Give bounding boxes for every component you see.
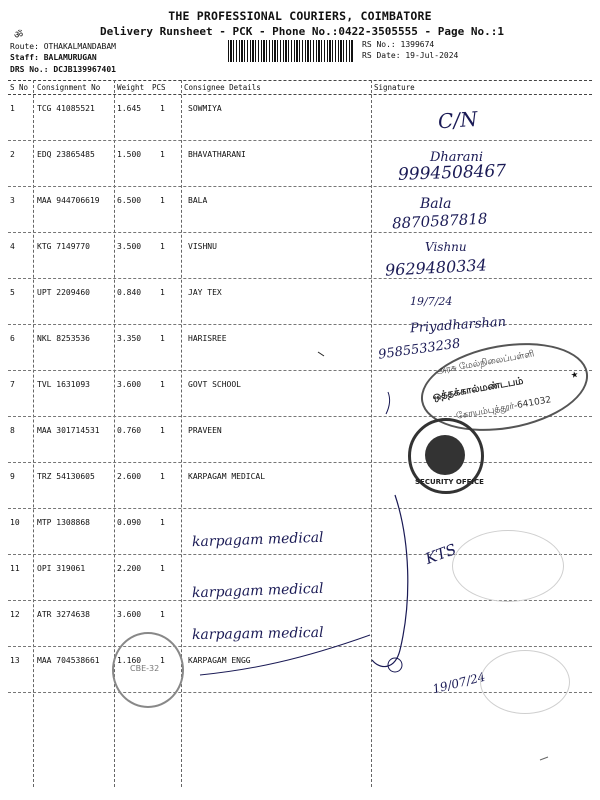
consignee: BALA [188, 196, 208, 205]
consignment-no: EDQ 23865485 [37, 150, 95, 159]
school-seal: அரசு மேல்நிலைப்பள்ளி ஒத்தக்கால்மண்டபம் கோயம்புத்தூர்-641032 ★ [414, 331, 595, 443]
sno: 8 [10, 426, 15, 435]
security-office-seal [408, 418, 484, 494]
pcs: 1 [160, 380, 165, 389]
faint-seal [452, 530, 564, 602]
consignee: BHAVATHARANI [188, 150, 246, 159]
consignee: KARPAGAM ENGG [188, 656, 251, 665]
pcs: 1 [160, 104, 165, 113]
pcs: 1 [160, 656, 165, 665]
seal-text-ring: அரசு மேல்நிலைப்பள்ளி [435, 349, 536, 377]
col-header-signature: Signature [374, 83, 415, 92]
consignment-no: UPT 2209460 [37, 288, 90, 297]
consignment-no: MAA 704538661 [37, 656, 100, 665]
office-seal [112, 632, 184, 708]
sno: 13 [10, 656, 20, 665]
sno: 5 [10, 288, 15, 297]
seal-text-center: ஒத்தக்கால்மண்டபம் [431, 375, 525, 403]
consignment-no: TCG 41085521 [37, 104, 95, 113]
signature-phone: 8870587818 [391, 209, 488, 233]
consignment-no: KTG 7149770 [37, 242, 90, 251]
sno: 2 [10, 150, 15, 159]
consignment-no: MAA 301714531 [37, 426, 100, 435]
weight: 0.090 [117, 518, 142, 527]
runsheet-subtitle: Delivery Runsheet - PCK - Phone No.:0422-3505555 - Page No.:1 [100, 25, 504, 38]
consignee: PRAVEEN [188, 426, 222, 435]
pcs: 1 [160, 288, 165, 297]
runsheet-title: THE PROFESSIONAL COURIERS, COIMBATORE [168, 9, 432, 23]
consignment-no: MTP 1308868 [37, 518, 90, 527]
consignment-no: ATR 3274638 [37, 610, 90, 619]
handwritten-consignee: karpagam medical [191, 624, 324, 644]
weight: 1.645 [117, 104, 142, 113]
route-label: Route: OTHAKALMANDABAM [10, 42, 116, 51]
pcs: 1 [160, 196, 165, 205]
consignee: KARPAGAM MEDICAL [188, 472, 266, 481]
signature-phone: 9994508467 [397, 161, 507, 185]
signature-name: Vishnu [425, 240, 467, 254]
seal-text: CBE-32 [130, 664, 160, 673]
weight: 1.160 [117, 656, 142, 665]
sno: 10 [10, 518, 20, 527]
signature-date: 19/7/24 [410, 295, 453, 308]
signature-name: Priyadharshan [409, 314, 507, 337]
sno: 12 [10, 610, 20, 619]
sno: 4 [10, 242, 15, 251]
faint-seal [480, 650, 570, 714]
handwritten-consignee: karpagam medical [191, 580, 324, 602]
col-header-consignee: Consignee Details [184, 83, 261, 92]
weight: 3.500 [117, 242, 142, 251]
weight: 2.600 [117, 472, 142, 481]
signature-name: Bala [420, 196, 452, 212]
consignee: VISHNU [188, 242, 217, 251]
pcs: 1 [160, 242, 165, 251]
pcs: 1 [160, 518, 165, 527]
sno: 3 [10, 196, 15, 205]
signature-kts: KTS [422, 540, 459, 568]
drs-number: DRS No.: DCJB139967401 [10, 65, 116, 74]
om-mark: ॐ [14, 30, 24, 41]
pcs: 1 [160, 564, 165, 573]
weight: 1.500 [117, 150, 142, 159]
rs-number: RS No.: 1399674 [362, 40, 435, 49]
weight: 3.600 [117, 610, 142, 619]
consignment-no: NKL 8253536 [37, 334, 90, 343]
pcs: 1 [160, 426, 165, 435]
col-header-sno: S No [10, 83, 29, 92]
seal-text-ring: SECURITY OFFICE [415, 478, 484, 486]
sno: 6 [10, 334, 15, 343]
sno: 7 [10, 380, 15, 389]
staff-label: Staff: BALAMURUGAN [10, 53, 97, 62]
consignee: GOVT SCHOOL [188, 380, 241, 389]
consignee: HARISREE [188, 334, 227, 343]
signature-date: 19/07/24 [431, 669, 487, 697]
signature-name: Dharani [430, 150, 484, 165]
weight: 0.760 [117, 426, 142, 435]
pcs: 1 [160, 472, 165, 481]
col-header-weight: Weight [117, 83, 145, 92]
consignment-no: TVL 1631093 [37, 380, 90, 389]
seal-text-pin: கோயம்புத்தூர்-641032 [455, 395, 553, 422]
consignee: JAY TEX [188, 288, 222, 297]
consignment-no: TRZ 54130605 [37, 472, 95, 481]
rs-date: RS Date: 19-Jul-2024 [362, 51, 459, 60]
sno: 1 [10, 104, 15, 113]
weight: 2.200 [117, 564, 142, 573]
pcs: 1 [160, 150, 165, 159]
signature-cn: C/N [437, 106, 479, 134]
consignment-no: MAA 944706619 [37, 196, 100, 205]
weight: 3.350 [117, 334, 142, 343]
handwritten-consignee: karpagam medical [191, 529, 324, 551]
weight: 0.840 [117, 288, 142, 297]
signature-phone: 9629480334 [384, 255, 488, 280]
sno: 9 [10, 472, 15, 481]
signature-phone: 9585533238 [377, 336, 462, 363]
col-header-pcs: PCS [152, 83, 166, 92]
pcs: 1 [160, 610, 165, 619]
pcs: 1 [160, 334, 165, 343]
col-header-consignment: Consignment No [37, 83, 101, 92]
sno: 11 [10, 564, 20, 573]
weight: 3.600 [117, 380, 142, 389]
consignee: SOWMIYA [188, 104, 222, 113]
weight: 6.500 [117, 196, 142, 205]
consignment-no: OPI 319061 [37, 564, 86, 573]
